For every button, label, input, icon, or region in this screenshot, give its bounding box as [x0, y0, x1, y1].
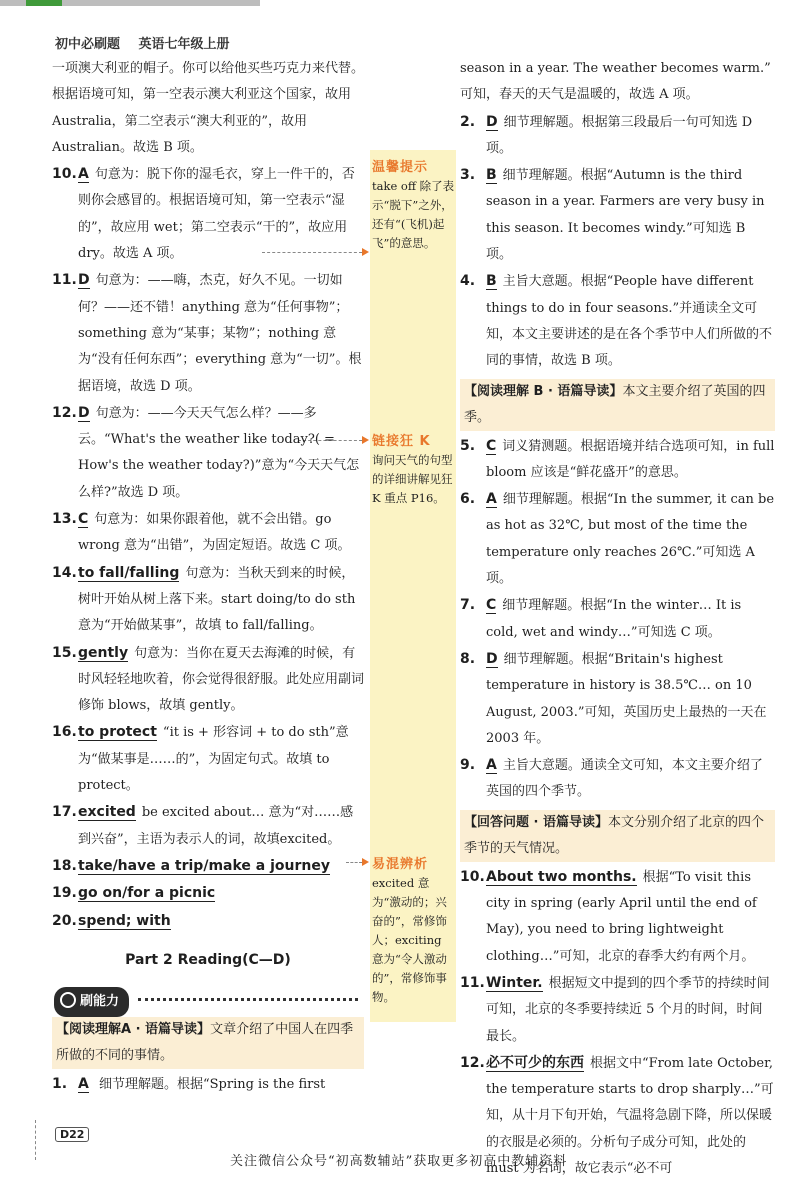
note-tip-title: 温馨提示: [372, 160, 429, 175]
explanation-item: [52, 880, 364, 907]
item-text: 句意为：——今天天气怎么样？——多云。“What's the weather like today?( = How's the weather today?)”意为“今天天气怎么样?”故选 D 项。: [78, 405, 360, 500]
item-number: 6.: [460, 491, 476, 508]
margin-dashed-line: [35, 1120, 36, 1160]
explanation-item: [460, 486, 775, 592]
item-text: 句意为：脱下你的湿毛衣，穿上一件干的，否则你会感冒的。根据语境可知，第一空表示“湿的”，故应用 wet；第二空表示“干的”，故应用 dry。故选 A 项。: [78, 167, 355, 262]
explanation-item: [460, 109, 775, 163]
explanation-item: [460, 162, 775, 268]
item-answer: B: [486, 273, 497, 290]
continued-text: season in a year. The weather becomes warm.” 可知，春天的天气是温暖的，故选 A 项。: [460, 61, 771, 103]
item-number: 10.: [460, 868, 485, 885]
page-number: D22: [55, 1127, 89, 1142]
item-answer: B: [486, 167, 497, 184]
item-number: 19.: [52, 885, 77, 902]
explanation-item: [460, 433, 775, 487]
item-number: 1.: [52, 1076, 68, 1093]
item-number: 3.: [460, 167, 476, 184]
item-number: 8.: [460, 650, 476, 667]
explanation-list: [460, 433, 775, 806]
item-answer: take/have a trip/make a journey: [78, 857, 330, 874]
note-link-title: 链接狂 K: [372, 434, 431, 449]
item-answer: C: [78, 511, 89, 528]
ability-label: 刷能力: [54, 987, 129, 1017]
item-text: 句意为：当你在夏天去海滩的时候，有时风轻轻地吹着，你会觉得很舒服。此处应用副词修饰 blows，故填 gently。: [78, 645, 365, 714]
ability-banner: [52, 985, 364, 1013]
item-text: 词义猜测题。根据语境并结合选项可知，in full bloom 应该是“鲜花盛开”的意思。: [486, 438, 775, 480]
item-number: 15.: [52, 644, 77, 661]
explanation-item: [52, 267, 364, 399]
guide-text: 本文主要介绍了英国的四季。: [464, 383, 766, 425]
part-title: Part 2 Reading(C—D): [125, 951, 291, 968]
item-answer: D: [78, 404, 90, 421]
book-name: 初中必刷题: [55, 37, 121, 52]
explanation-item: [52, 908, 364, 935]
pen-icon: [60, 992, 76, 1008]
item-answer: A: [78, 1076, 89, 1093]
item-answer: D: [486, 650, 498, 667]
explanation-item: [52, 719, 364, 799]
note-tip-text: take off 除了表示“脱下”之外，还有“(飞机)起飞”的意思。: [372, 179, 455, 250]
item-answer: A: [486, 757, 497, 774]
guide-text: 本文分别介绍了北京的四个季节的天气情况。: [464, 814, 765, 856]
right-column: [460, 56, 775, 1182]
item-number: 11.: [460, 974, 485, 991]
guide-reading-a: [52, 1017, 364, 1069]
item-answer: 必不可少的东西: [486, 1054, 584, 1071]
explanation-item: [460, 592, 775, 646]
guide-reading-b: [460, 379, 775, 431]
explanation-item: [52, 400, 364, 506]
explanation-item: [52, 799, 364, 853]
item-number: 2.: [460, 113, 476, 130]
item-answer: D: [78, 272, 90, 289]
guide-tag: 【阅读理解A · 语篇导读】: [56, 1022, 211, 1038]
explanation-list: [52, 161, 364, 853]
item-text: 主旨大意题。通读全文可知，本文主要介绍了英国的四个季节。: [486, 758, 763, 800]
dotted-divider: [138, 998, 358, 1001]
top-color-bar: [0, 0, 800, 30]
explanation-item: [460, 646, 775, 752]
note-confusion-title: 易混辨析: [372, 857, 429, 872]
explanation-item: [52, 161, 364, 267]
item-text: 根据短文中提到的四个季节的持续时间可知，北京的冬季要持续近 5 个月的时间，时间最长。: [486, 975, 770, 1044]
item-number: 14.: [52, 564, 77, 581]
item-text: 细节理解题。根据“Autumn is the third season in a year. Farmers are very busy in this season. It becomes windy.”可知选 B 项。: [486, 168, 765, 263]
item-text: 细节理解题。根据“In the winter… It is cold, wet and windy…”可知选 C 项。: [486, 598, 742, 640]
explanation-item: [460, 268, 775, 374]
item-number: 13.: [52, 511, 77, 528]
item-answer: A: [78, 166, 89, 183]
guide-tag: 【阅读理解 B · 语篇导读】: [464, 383, 623, 399]
short-answer-list: [52, 853, 364, 935]
item-answer: Winter.: [486, 974, 543, 991]
item-answer: spend; with: [78, 912, 171, 929]
guide-tag: 【回答问题 · 语篇导读】: [464, 814, 608, 830]
item-answer: C: [486, 437, 497, 454]
item-text: 细节理解题。根据第三段最后一句可知选 D 项。: [486, 114, 753, 156]
explanation-item: [460, 752, 775, 806]
item-number: 12.: [460, 1054, 485, 1071]
guide-answer-questions: [460, 810, 775, 862]
item-answer: D: [486, 113, 498, 130]
guide-text: 文章介绍了中国人在四季所做的不同的事情。: [56, 1022, 354, 1064]
explanation-item: [460, 864, 775, 970]
note-confusion: [372, 855, 456, 1007]
note-link: [372, 432, 456, 508]
item-text: 句意为：——嗨，杰克，好久不见。一切如何？——还不错！anything 意为“任何事物”；something 意为“某事；某物”；nothing 意为“没有任何东西”；everything 意为“一切”。根据语境，故选 D 项。: [78, 273, 362, 394]
item-text: “it is + 形容词 + to do sth”意为“做某事是……的”，为固定句式。故填 to protect。: [78, 725, 349, 794]
continued-text: 一项澳大利亚的帽子。你可以给他买些巧克力来代替。根据语境可知，第一空表示澳大利亚这个国家，故用 Australia，第二空表示“澳大利亚的”，故用 Australian。故选 B 项。: [52, 61, 365, 155]
item-text: 细节理解题。根据“Britain's highest temperature in history is 38.5℃… on 10 August, 2003.”可知，英国历史上最热的一天在 2003 年。: [486, 651, 767, 746]
item-answer: to protect: [78, 724, 157, 741]
item-answer: C: [486, 597, 497, 614]
page-header: [55, 33, 244, 52]
item-number: 9.: [460, 757, 476, 774]
item-number: 20.: [52, 912, 77, 929]
item-number: 10.: [52, 166, 77, 183]
item-text: 根据文中“From late October, the temperature starts to drop sharply…”可知，从十月下旬开始，气温将急剧下降，所以保暖的衣服是必须的。分析句子成分可知，此处的 must 为名词，故它表示“必不可: [486, 1055, 774, 1176]
item-number: 5.: [460, 437, 476, 454]
item-answer: go on/for a picnic: [78, 885, 216, 902]
item-answer: to fall/falling: [78, 564, 180, 581]
explanation-item: [460, 970, 775, 1050]
subject-name: 英语七年级上册: [138, 37, 230, 52]
item-text: 句意为：如果你跟着他，就不会出错。go wrong 意为“出错”，为固定短语。故选 C 项。: [78, 512, 351, 554]
item-text: 句意为：当秋天到来的时候，树叶开始从树上落下来。start doing/to do sth 意为“开始做某事”，故填 to fall/falling。: [78, 565, 356, 634]
note-link-text: 询问天气的句型的详细讲解见狂 K 重点 P16。: [372, 453, 453, 505]
item-number: 11.: [52, 272, 77, 289]
item-text: 主旨大意题。根据“People have different things to do in four seasons.”并通读全文可知，本文主要讲述的是在各个季节中人们所做的不同的事情，故选 B 项。: [486, 274, 773, 369]
note-tip: [372, 158, 456, 253]
note-confusion-text: excited 意为“激动的；兴奋的”，常修饰人；exciting 意为“令人激动的”，常修饰事物。: [372, 876, 447, 1004]
explanation-list: [460, 864, 775, 1182]
item-text: 根据“To visit this city in spring (early April until the end of May), you need to bring lightweight clothing…”可知，北京的春季大约有两个月。: [486, 869, 757, 964]
explanation-item: [52, 640, 364, 720]
item-answer: About two months.: [486, 868, 637, 885]
item-answer: A: [486, 491, 497, 508]
explanation-item: [52, 506, 364, 560]
item-text: be excited about… 意为“对……感到兴奋”，主语为表示人的词，故填excited。: [78, 805, 354, 847]
explanation-item: [52, 560, 364, 640]
item-number: 18.: [52, 857, 77, 874]
left-column: [52, 56, 364, 1098]
item-text: 细节理解题。根据“Spring is the first: [98, 1077, 326, 1093]
item-number: 4.: [460, 273, 476, 290]
item-answer: gently: [78, 644, 129, 661]
item-number: 17.: [52, 804, 77, 821]
explanation-list: [460, 109, 775, 375]
item-number: 7.: [460, 597, 476, 614]
item-text: 细节理解题。根据“In the summer, it can be as hot as 32℃, but most of the time the temperature only reaches 26℃.”可知选 A 项。: [486, 492, 775, 587]
item-number: 16.: [52, 724, 77, 741]
explanation-item: [52, 853, 364, 880]
item-answer: excited: [78, 804, 136, 821]
explanation-item: [52, 1071, 364, 1098]
footer-promo: 关注微信公众号“初高数辅站”获取更多初高中教辅资料: [230, 1154, 568, 1169]
item-number: 12.: [52, 404, 77, 421]
